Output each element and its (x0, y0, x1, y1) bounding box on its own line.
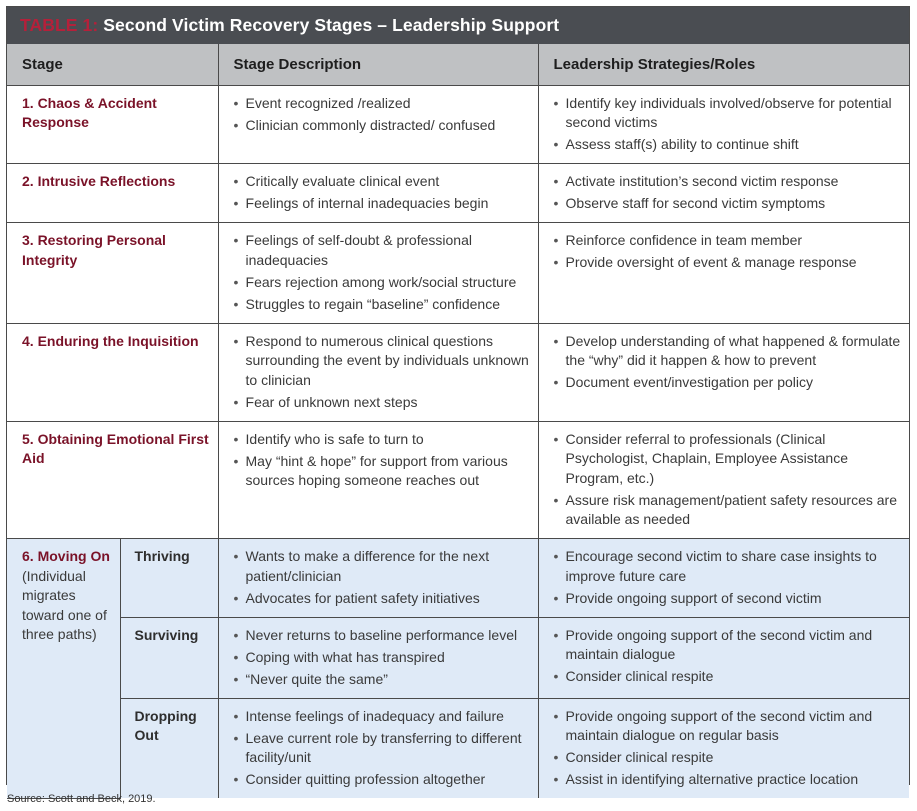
leadership-strategies (538, 164, 909, 223)
table-frame (6, 6, 910, 785)
leadership-strategies (538, 539, 909, 618)
header-description: Stage Description (218, 44, 538, 85)
list-item: • Intense feelings of inadequacy and failure (234, 707, 532, 727)
leadership-strategies (538, 617, 909, 698)
list-item: • Provide oversight of event & manage response (554, 253, 904, 273)
list-item: • Identify who is safe to turn to (234, 430, 532, 450)
leadership-strategies (538, 85, 909, 164)
table-title: Second Victim Recovery Stages – Leadership Support (103, 15, 560, 35)
stage-description (218, 323, 538, 421)
stage-name: 2. Intrusive Reflections (7, 164, 218, 223)
leadership-strategies (538, 323, 909, 421)
table-row (7, 223, 909, 324)
list-item: • Coping with what has transpired (234, 648, 532, 668)
leadership-strategies (538, 698, 909, 798)
stage-description (218, 539, 538, 618)
stage-description (218, 85, 538, 164)
table-row (7, 164, 909, 223)
list-item: • Leave current role by transferring to different facility/unit (234, 729, 532, 768)
list-item: • Consider referral to professionals (Clinical Psychologist, Chaplain, Employee Assistance Program, etc.) (554, 430, 904, 489)
stage-description (218, 617, 538, 698)
moving-on-label: 6. Moving On (22, 548, 110, 564)
list-item: • Encourage second victim to share case insights to improve future care (554, 547, 904, 586)
leadership-strategies (538, 421, 909, 539)
stage-description (218, 223, 538, 324)
list-item: • Feelings of self-doubt & professional inadequacies (234, 231, 532, 270)
stage-name: 5. Obtaining Emotional First Aid (7, 421, 218, 539)
list-item: • Consider quitting profession altogether (234, 770, 532, 790)
leadership-strategies (538, 223, 909, 324)
header-stage: Stage (7, 44, 218, 85)
list-item: • Assess staff(s) ability to continue shift (554, 135, 904, 155)
list-item: • Respond to numerous clinical questions surrounding the event by individuals unknown to clinician (234, 332, 532, 391)
table-title-bar (7, 7, 909, 44)
stage-description (218, 421, 538, 539)
table-row (7, 323, 909, 421)
stage-name: 3. Restoring Personal Integrity (7, 223, 218, 324)
header-row (7, 44, 909, 85)
list-item: • Fear of unknown next steps (234, 393, 532, 413)
list-item: • Identify key individuals involved/observe for potential second victims (554, 94, 904, 133)
table-row (7, 617, 909, 698)
stage-description (218, 698, 538, 798)
list-item: • Never returns to baseline performance level (234, 626, 532, 646)
list-item: • Provide ongoing support of the second victim and maintain dialogue (554, 626, 904, 665)
list-item: • Consider clinical respite (554, 748, 904, 768)
list-item: • Develop understanding of what happened & formulate the “why” did it happen & how to prevent (554, 332, 904, 371)
list-item: • Document event/investigation per policy (554, 373, 904, 393)
list-item: • Event recognized /realized (234, 94, 532, 114)
table-row (7, 698, 909, 798)
list-item: • Advocates for patient safety initiatives (234, 589, 532, 609)
table-row (7, 421, 909, 539)
header-strategies: Leadership Strategies/Roles (538, 44, 909, 85)
table-number: TABLE 1: (20, 15, 99, 35)
path-name: Thriving (120, 539, 218, 618)
list-item: • Struggles to regain “baseline” confidence (234, 295, 532, 315)
list-item: • Critically evaluate clinical event (234, 172, 532, 192)
list-item: • Assist in identifying alternative practice location (554, 770, 904, 790)
list-item: • Feelings of internal inadequacies begin (234, 194, 532, 214)
list-item: • Provide ongoing support of second victim (554, 589, 904, 609)
stage-name: 4. Enduring the Inquisition (7, 323, 218, 421)
list-item: • Consider clinical respite (554, 667, 904, 687)
moving-on-note: (Individual migrates toward one of three paths) (22, 567, 107, 642)
list-item: • Observe staff for second victim symptoms (554, 194, 904, 214)
list-item: • Provide ongoing support of the second victim and maintain dialogue on regular basis (554, 707, 904, 746)
table-row (7, 539, 909, 618)
list-item: • Wants to make a difference for the next patient/clinician (234, 547, 532, 586)
stage-name (7, 539, 120, 799)
path-name: Surviving (120, 617, 218, 698)
list-item: • May “hint & hope” for support from various sources hoping someone reaches out (234, 452, 532, 491)
list-item: • Reinforce confidence in team member (554, 231, 904, 251)
list-item: • Activate institution’s second victim response (554, 172, 904, 192)
list-item: • Fears rejection among work/social structure (234, 273, 532, 293)
recovery-stages-table (7, 44, 909, 799)
table-row (7, 85, 909, 164)
list-item: • Assure risk management/patient safety resources are available as needed (554, 491, 904, 530)
source-citation: Source: Scott and Beck, 2019. (7, 793, 156, 805)
list-item: • “Never quite the same” (234, 670, 532, 690)
stage-description (218, 164, 538, 223)
stage-name: 1. Chaos & Accident Response (7, 85, 218, 164)
path-name: Dropping Out (120, 698, 218, 798)
list-item: • Clinician commonly distracted/ confused (234, 116, 532, 136)
